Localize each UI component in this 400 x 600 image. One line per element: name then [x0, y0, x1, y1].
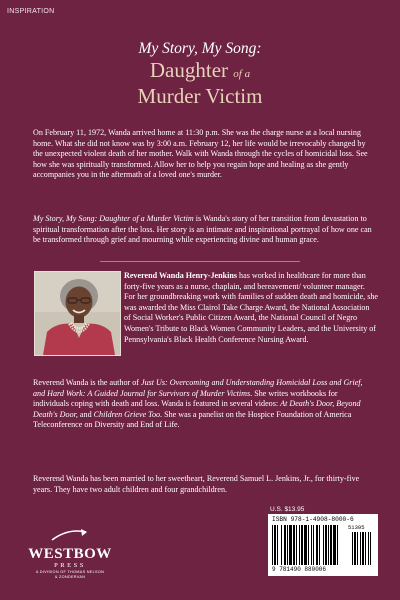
section-divider	[100, 261, 300, 262]
barcode-bars	[272, 525, 374, 565]
publisher-division-2: & ZONDERVAN	[54, 575, 86, 579]
works-video-titles: At Death's Door, Beyond Death's Door,	[33, 399, 361, 419]
publisher-name: WESTBOW	[28, 546, 112, 562]
synopsis-paragraph-2	[33, 214, 373, 246]
price-label: U.S. $13.95	[270, 506, 305, 513]
author-bio	[124, 271, 378, 345]
works-text-2: . She writes workbooks for individuals coping with death and loss. Wanda is featured in several videos:	[33, 388, 338, 409]
works-text-1: Reverend Wanda is the author of	[33, 378, 141, 387]
works-book-titles: Just Us: Overcoming and Understanding Homicidal Loss and Grief, and Hard Work: A Guided Journal for Survivors of Murder Victims	[33, 378, 363, 398]
title-word-daughter: Daughter	[149, 58, 229, 82]
synopsis-book-title: My Story, My Song: Daughter of a Murder Victim	[33, 214, 194, 223]
title-line-2	[0, 59, 400, 85]
works-text-4: . She was a panelist on the Hospice Foundation of America Teleconference on Diversity and End of Life.	[33, 409, 352, 430]
works-video-title-2: Children Grieve Too	[93, 409, 161, 419]
family-paragraph: Reverend Wanda has been married to her sweetheart, Reverend Samuel L. Jenkins, Jr., for thirty-five years. They have two adult children and four grandchildren.	[33, 474, 360, 494]
barcode-digits: 9 781490 880006	[272, 566, 327, 573]
author-works-paragraph	[33, 378, 373, 431]
book-title	[0, 40, 400, 108]
author-photo	[34, 271, 121, 356]
isbn-barcode	[268, 514, 378, 576]
publisher-logo	[20, 528, 120, 580]
title-line-3: Murder Victim	[137, 84, 263, 108]
synopsis-paragraph-1: On February 11, 1972, Wanda arrived home at 11:30 p.m. She was the charge nurse at a local nursing home. What she did not know was by 3:00 a.m. February 12, her life would be irrevocably changed by the unexpected violent death of her mother. Walk with Wanda through the cycles of homicidal loss. See how she was spiritually transformed. Allow her to help you regain hope and healing as she gently accompanies you in the aftermath of a loved one's murder.	[33, 128, 368, 180]
title-line-1: My Story, My Song:	[138, 40, 262, 57]
works-text-3: and	[77, 409, 94, 419]
author-bio-text: has worked in healthcare for more than forty-five years as a nurse, chaplain, and bereavement/ volunteer manager. For her groundbreaking work with families of sudden death and homicide, she was awarded the Miss Clairol Take Charge Award, the National Association of Social Worker's Public Citizen Award, the National Council of Negro Women's Tribute to Black Women Community Leaders, and the University of Pennsylvania's Black Health Conference Nursing Award.	[124, 271, 378, 344]
author-name: Reverend Wanda Henry-Jenkins	[124, 271, 238, 280]
isbn-number: ISBN 978-1-4908-8000-6	[272, 516, 354, 523]
title-word-of-a: of a	[233, 68, 251, 80]
publisher-press: PRESS	[54, 562, 86, 569]
publisher-division: A DIVISION OF THOMAS NELSON	[35, 570, 105, 574]
synopsis-paragraph-2-text: is Wanda's story of her transition from devastation to spiritual transformation after the loss. Her story is an intimate and inspirational portrayal of how one can be transformed through grief and mourning while experiencing divine and human grace.	[33, 214, 372, 245]
publisher-arrow-icon	[50, 528, 90, 542]
genre-label: INSPIRATION	[7, 8, 55, 15]
barcode-addon: 51395	[348, 524, 365, 531]
